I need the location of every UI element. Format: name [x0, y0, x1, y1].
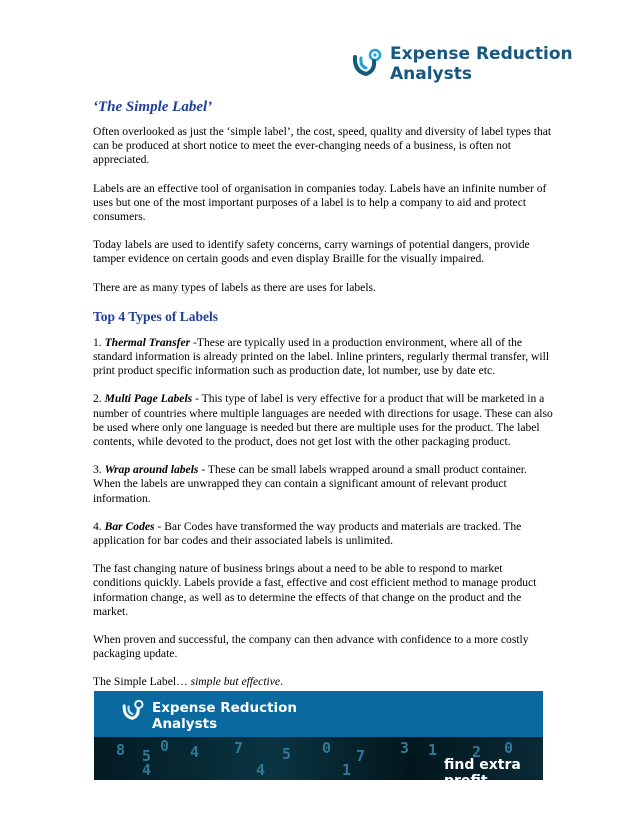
final-line-prefix: The Simple Label…: [93, 675, 191, 689]
banner-digit: 1: [428, 741, 441, 759]
paragraph-intro-1: Often overlooked as just the ‘simple label’, the cost, speed, quality and diversity of label types that can be produced at short notice to meet the ever-changing needs of a business, is often not appreciated.: [93, 125, 552, 167]
era-logo-icon: [122, 700, 144, 722]
section-heading: Top 4 Types of Labels: [93, 308, 219, 324]
banner-digit: 7: [234, 739, 247, 757]
banner-digit: 5: [282, 745, 295, 763]
item-term: Bar Codes: [104, 519, 155, 533]
banner-digit: 2: [472, 743, 485, 761]
paragraph-closing-2: When proven and successful, the company can then advance with confidence to a more costly packaging update.: [93, 633, 529, 661]
item-text: - These can be small labels wrapped around a small product container. When the labels are unwrapped they can contain a significant amount of relevant product information.: [93, 463, 527, 505]
item-text: - This type of label is very effective for a product that will be marketed in a number of countries where multiple languages are needed with directions for usage. These can also be used where only one language is needed but there are multiple uses for the product. The label contents, while devoted to the product, does not get lost with the other packaging product.: [93, 392, 553, 449]
item-term: Thermal Transfer: [104, 335, 191, 349]
article-body: [93, 98, 553, 704]
banner-digit: 0: [160, 737, 173, 755]
banner-logo-line2: Analysts: [152, 716, 218, 732]
label-type-item: [93, 463, 553, 506]
banner-digit: 5: [142, 747, 155, 765]
header-logo: [352, 44, 573, 84]
banner-digit: 4: [190, 743, 203, 761]
banner-tagline: find extra profit: [444, 757, 521, 789]
banner-digit: 8: [116, 741, 129, 759]
paragraph-intro-2: Labels are an effective tool of organisation in companies today. Labels have an infinite number of uses but one of the most important purposes of a label is to help a company to aid and protect consumers.: [93, 181, 547, 224]
item-text: - Bar Codes have transformed the way products and materials are tracked. The application for bar codes and their associated labels is unlimited.: [93, 519, 522, 548]
item-number: 2.: [93, 392, 105, 406]
label-type-item: [93, 520, 553, 548]
item-term: Multi Page Labels: [104, 392, 193, 406]
logo-line2: Analysts: [390, 64, 473, 84]
banner-digit: 7: [356, 747, 369, 765]
banner-logo-line1: Expense Reduction: [152, 700, 298, 716]
final-line-suffix: .: [280, 675, 283, 689]
paragraph-closing-1: The fast changing nature of business brings about a need to be able to respond to market conditions quickly. Labels provide a fast, effective and cost efficient method to manage product information change, as well as to determine the effects of that change on the product and the market.: [93, 562, 537, 618]
label-type-item: [93, 336, 553, 379]
item-text: -These are typically used in a production environment, where all of the standard information is already printed on the label. Inline printers, regularly thermal transfer, will print product specific information such as production date, lot number, use by date etc.: [93, 335, 550, 378]
item-term: Wrap around labels: [104, 463, 199, 477]
label-type-item: [93, 392, 553, 449]
banner-digit: 3: [400, 739, 413, 757]
item-number: 3.: [93, 463, 105, 477]
era-logo-icon: [352, 49, 382, 79]
banner-logo-text: [152, 700, 297, 732]
banner-logo: [122, 700, 297, 732]
article-title: ‘The Simple Label’: [93, 99, 213, 115]
final-line: [93, 675, 553, 689]
logo-text: [390, 44, 573, 84]
banner-digit: 4: [142, 761, 155, 779]
item-number: 1.: [93, 335, 105, 349]
banner-digit: 0: [322, 739, 335, 757]
paragraph-intro-3: Today labels are used to identify safety concerns, carry warnings of potential dangers, provide tamper evidence on certain goods and even display Braille for the visually impaired.: [93, 238, 530, 266]
paragraph-intro-4: There are as many types of labels as there are uses for labels.: [93, 280, 376, 294]
footer-banner: [94, 691, 543, 789]
item-number: 4.: [93, 519, 105, 533]
logo-line1: Expense Reduction: [390, 44, 573, 64]
final-line-italic: simple but effective: [190, 675, 281, 689]
banner-digit: 1: [342, 761, 355, 779]
banner-digit: 4: [256, 761, 269, 779]
banner-digit: 0: [504, 739, 517, 757]
